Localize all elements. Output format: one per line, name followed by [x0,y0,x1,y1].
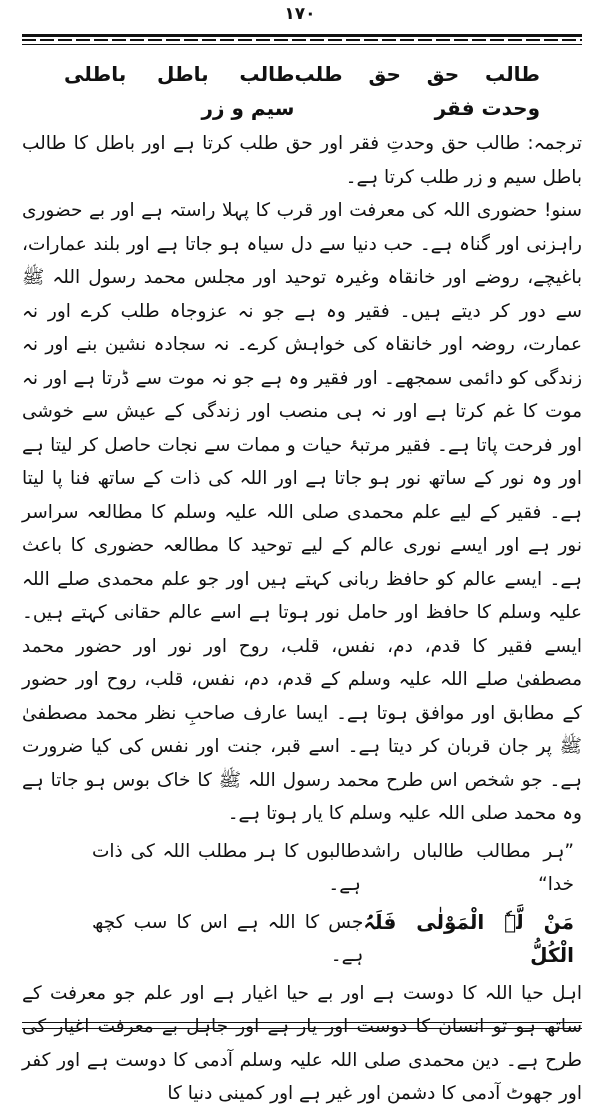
verse-right-hemistich: طالب حق حق طلب وحدت فقر [294,62,540,120]
couplet-2-translation: جس کا اللہ ہے اس کا سب کچھ ہے۔ [92,911,364,966]
page-number: ۱۷۰ [284,4,316,24]
persian-verse [22,58,582,125]
couplet-1-original: ”ہر مطالب طالباں راشد خدا“ [360,840,574,895]
verse-translation: ترجمہ: طالب حق وحدتِ فقر اور حق طلب کرتا ہے اور باطل کا طالب باطل سیم و زر طلب کرتا ہے۔ [22,133,582,188]
paragraph-2: اہل حیا اللہ کا دوست ہے اور بے حیا اغیار ہے اور علم جو معرفت کے ساتھ ہو تو انسان کا دوست اور یار ہے اور جاہل بے معرفت اغیار کی طرح ہے۔ دین محمدی صلی اللہ علیہ وسلم آدمی کا دوست ہے اور کفر اور جھوٹ آدمی کا دشمن اور غیر ہے اور کمینی دنیا کا [22,982,582,1104]
couplet-1-translation: طالبوں کا ہر مطلب اللہ کی ذات ہے۔ [92,840,361,895]
verse-left-hemistich: طالب باطل باطلی سیم و زر [64,62,295,120]
page-body [22,58,582,1111]
paragraph-1: سنو! حضوری اللہ کی معرفت اور قرب کا پہلا راستہ ہے اور بے حضوری راہزنی اور گناہ ہے۔ حب دنیا سے دل سیاہ ہو جاتا ہے اور بلند عمارات، باغیچے، روضے اور خانقاہ وغیرہ توحید اور مجلس محمد رسول اللہ ﷺ سے دور کر دیتے ہیں۔ فقیر وہ ہے جو نہ عزوجاہ طلب کرے اور نہ عمارت، روضہ اور خانقاہ کی خواہش کرے۔ نہ سجادہ نشین بنے اور نہ زندگی کو دائمی سمجھے۔ اور فقیر وہ ہے جو نہ موت سے ڈرتا ہے اور نہ موت کا غم کرتا ہے اور نہ ہی منصب اور زندگی کے عیش سے خوشی اور فرحت پاتا ہے۔ فقیر مرتبۂ حیات و ممات سے نجات حاصل کر لیتا ہے اور وہ نور کے ساتھ نور ہو جاتا ہے اور اللہ کی ذات کے ساتھ فنا پا لیتا ہے۔ فقیر کے لیے علم محمدی صلی اللہ علیہ وسلم کا مطالعہ سراسر نور ہے اور ایسے نوری عالم کے لیے توحید کا مطالعہ حضوری کا باعث ہے۔ ایسے عالم کو حافظ ربانی کہتے ہیں اور جو علم محمدی صلے اللہ علیہ وسلم کا حافظ اور حامل نور ہوتا ہے اسے عالم حقانی کہتے ہیں۔ ایسے فقیر کا قدم، دم، نفس، قلب، روح اور نور اور حضور محمد مصطفیٰ صلے اللہ علیہ وسلم کے قدم، دم، نفس، قلب، روح اور حضور کے مطابق اور موافق ہوتا ہے۔ ایسا عارف صاحبِ نظر محمد مصطفیٰ ﷺ پر جان قربان کر دیتا ہے۔ اسے قبر، جنت اور نفس کی کیا ضرورت ہے۔ جو شخص اس طرح محمد رسول اللہ ﷺ کا خاک بوس ہو جاتا ہے وہ محمد صلی اللہ علیہ وسلم کا یار ہوتا ہے۔ [22,200,582,824]
couplet-2-arabic: مَنْ لَّہٗ الْمَوْلٰی فَلَہُ الْکُلُّ [363,909,574,967]
footer-rule [22,1022,582,1029]
header-rule [22,34,582,45]
couplet-2 [22,906,582,973]
couplet-1 [22,835,582,902]
